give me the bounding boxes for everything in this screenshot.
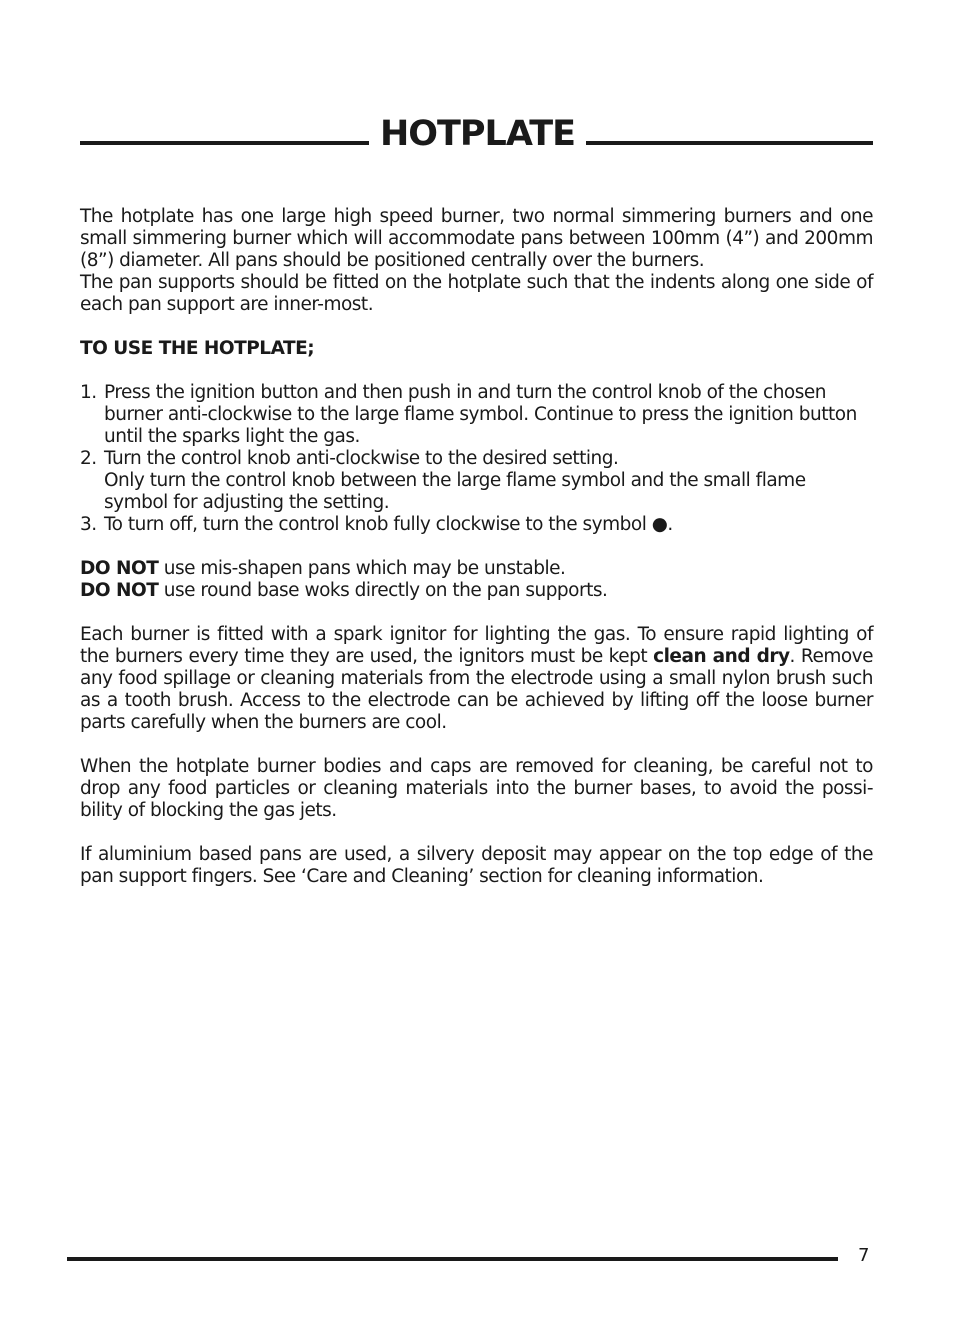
ignitor-paragraph bbox=[80, 624, 873, 734]
usage-step bbox=[80, 514, 873, 536]
heading-rule-right bbox=[586, 141, 873, 145]
warning-text: use mis-shapen pans which may be unstable. bbox=[158, 558, 566, 579]
page-content bbox=[80, 206, 873, 888]
footer-rule bbox=[67, 1257, 838, 1261]
warning-line bbox=[80, 580, 873, 602]
usage-step bbox=[80, 382, 873, 448]
usage-heading: TO USE THE HOTPLATE; bbox=[80, 338, 315, 359]
ignitor-emphasis: clean and dry bbox=[653, 646, 790, 667]
ignitor-text-end: . Remove any food spillage or cleaning materials from the electrode using a small nylon brush such as a tooth brush. Access to the electrode can be achieved by lifting off the loose burner parts carefully when the burners are cool. bbox=[80, 646, 873, 733]
warning-emphasis: DO NOT bbox=[80, 558, 159, 579]
heading-rule-left bbox=[80, 141, 369, 145]
step-number: 1. bbox=[80, 382, 97, 403]
warning-emphasis: DO NOT bbox=[80, 580, 159, 601]
intro-paragraph-2: The pan supports should be fitted on the hotplate such that the indents along one side of each pan support are inner-most. bbox=[80, 272, 873, 315]
intro-paragraph-1: The hotplate has one large high speed burner, two normal simmering burners and one small simmering burner which will accommodate pans between 100mm (4”) and 200mm (8”) diameter. All pans should be positioned centrally over the burners. bbox=[80, 206, 873, 271]
aluminium-paragraph: If aluminium based pans are used, a silvery deposit may appear on the top edge of the pan support fingers. See ‘Care and Cleaning’ section for cleaning information. bbox=[80, 844, 873, 887]
cleaning-paragraph: When the hotplate burner bodies and caps are removed for cleaning, be careful not to drop any food particles or cleaning materials into the burner bases, to avoid the possi-bility of blocking the gas jets. bbox=[80, 756, 873, 821]
page-number: 7 bbox=[858, 1245, 870, 1266]
step-number: 2. bbox=[80, 448, 97, 469]
page-heading bbox=[80, 110, 873, 160]
warning-text: use round base woks directly on the pan supports. bbox=[158, 580, 608, 601]
step-number: 3. bbox=[80, 514, 97, 535]
warning-line bbox=[80, 558, 873, 580]
step-text: Turn the control knob anti-clockwise to the desired setting. bbox=[104, 448, 619, 469]
usage-steps bbox=[80, 382, 873, 536]
page-title: HOTPLATE bbox=[379, 114, 576, 154]
ignitor-text-start: Each burner is fitted with a spark ignitor for lighting the gas. To ensure rapid lighting of the burners every time they are used, the ignitors must be kept bbox=[80, 624, 873, 667]
step-text-note: Only turn the control knob between the large flame symbol and the small flame symbol for adjusting the setting. bbox=[104, 470, 806, 513]
step-text: To turn off, turn the control knob fully clockwise to the symbol ●. bbox=[104, 514, 673, 535]
usage-step bbox=[80, 448, 873, 514]
step-text: Press the ignition button and then push in and turn the control knob of the chosen burner anti-clockwise to the large flame symbol. Continue to press the ignition button until the sparks light the gas. bbox=[104, 382, 857, 447]
